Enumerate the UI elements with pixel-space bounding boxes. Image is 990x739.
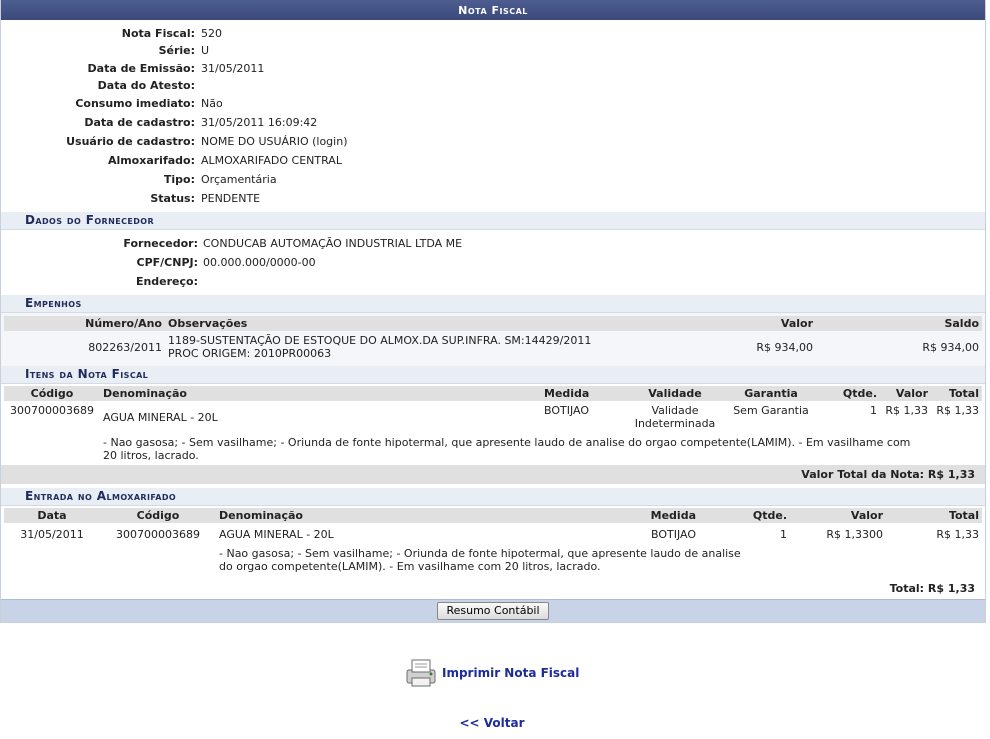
col-denominacao: Denominação [216, 508, 623, 523]
item-valor: R$ 1,33 [885, 404, 928, 417]
col-observacoes: Observações [165, 316, 660, 331]
entrada-codigo: 300700003689 [116, 528, 200, 541]
col-saldo: Saldo [816, 316, 982, 331]
empenho-valor: R$ 934,00 [756, 340, 813, 354]
empenho-numero: 802263/2011 [88, 340, 162, 354]
entrada-table [4, 508, 982, 573]
entrada-table-wrap [1, 506, 985, 573]
col-total: Total [931, 386, 982, 401]
info-row [1, 132, 985, 151]
col-numero-ano: Número/Ano [4, 316, 165, 331]
entrada-total-label: Total: [889, 582, 925, 595]
fornecedor-row [1, 272, 985, 291]
col-medida: Medida [623, 508, 699, 523]
info-row [1, 189, 985, 208]
col-qtde: Qtde. [819, 386, 880, 401]
item-denominacao: AGUA MINERAL - 20L [103, 411, 218, 424]
col-data: Data [4, 508, 100, 523]
item-validade [627, 401, 723, 430]
table-header-row [4, 508, 982, 523]
itens-table-wrap [1, 384, 985, 465]
info-label: Consumo imediato: [75, 97, 195, 110]
item-validade-line: Indeterminada [634, 417, 716, 430]
info-row [1, 78, 985, 94]
footer-bar [1, 599, 985, 622]
voltar-link[interactable]: << Voltar [459, 716, 525, 730]
info-value: U [201, 44, 210, 57]
info-label: Tipo: [163, 173, 195, 186]
col-total: Total [886, 508, 982, 523]
info-row [1, 170, 985, 189]
info-label: Nota Fiscal: [121, 27, 195, 40]
info-row [1, 43, 985, 59]
entrada-data: 31/05/2011 [20, 528, 84, 541]
empenho-obs-line: 1189-SUSTENTAÇÃO DE ESTOQUE DO ALMOX.DA SUP.INFRA. SM:14429/2011 [168, 334, 592, 347]
valor-total-nota [1, 465, 985, 484]
fornecedor-value: CONDUCAB AUTOMAÇÃO INDUSTRIAL LTDA ME [203, 237, 463, 250]
item-descricao-row [4, 430, 982, 465]
info-value: 520 [201, 27, 222, 40]
entrada-total [1, 579, 985, 599]
table-row [4, 523, 982, 541]
item-codigo: 300700003689 [10, 404, 94, 417]
info-label: Data de cadastro: [84, 116, 195, 129]
info-value: ALMOXARIFADO CENTRAL [201, 154, 342, 167]
entrada-descricao-line: - Nao gasosa; - Sem vasilhame; - Oriunda de fonte hipotermal, que apresente laudo de analise [219, 547, 741, 560]
item-total: R$ 1,33 [936, 404, 979, 417]
info-row [1, 113, 985, 132]
col-medida: Medida [541, 386, 627, 401]
info-value: Não [201, 97, 223, 110]
resumo-contabil-button[interactable]: Resumo Contábil [437, 602, 548, 620]
info-row [1, 59, 985, 78]
section-entrada-title: Entrada no Almoxarifado [1, 488, 985, 506]
section-itens-title: Itens da Nota Fiscal [1, 366, 985, 384]
info-label: Série: [158, 44, 195, 57]
col-denominacao: Denominação [100, 386, 541, 401]
empenho-obs-line: PROC ORIGEM: 2010PR00063 [168, 347, 332, 360]
info-label: Almoxarifado: [107, 154, 195, 167]
printer-icon[interactable] [404, 656, 438, 690]
fornecedor-label: Endereço: [135, 275, 198, 288]
info-label: Data do Atesto: [97, 79, 195, 92]
table-header-row [4, 316, 982, 331]
col-codigo: Código [100, 508, 216, 523]
info-value: 31/05/2011 16:09:42 [201, 116, 318, 129]
item-qtde: 1 [870, 404, 877, 417]
fornecedor-label: CPF/CNPJ: [136, 256, 198, 269]
empenhos-table-wrap [1, 313, 985, 366]
fornecedor-row [1, 253, 985, 272]
col-qtde: Qtde. [699, 508, 790, 523]
empenho-saldo: R$ 934,00 [922, 340, 979, 354]
col-garantia: Garantia [723, 386, 819, 401]
empenho-obs [165, 331, 660, 360]
info-label: Status: [150, 192, 195, 205]
col-valor: Valor [880, 386, 931, 401]
entrada-descricao-row [4, 541, 982, 573]
entrada-qtde: 1 [780, 528, 787, 541]
imprimir-nota-fiscal-link[interactable]: Imprimir Nota Fiscal [442, 666, 580, 680]
item-garantia: Sem Garantia [733, 404, 809, 417]
info-value: 31/05/2011 [201, 62, 265, 75]
fornecedor-info [1, 230, 985, 295]
info-value: PENDENTE [201, 192, 261, 205]
col-validade: Validade [627, 386, 723, 401]
voltar-container [0, 716, 984, 730]
empenhos-table [4, 316, 982, 360]
item-descricao: - Nao gasosa; - Sem vasilhame; - Oriunda de fonte hipotermal, que apresente laudo de analise do orgao competente(LAMIM). - Em vasilhame com 20 litros, lacrado. [103, 436, 911, 462]
item-validade-line: Validade [651, 404, 699, 417]
spacer-cell [4, 430, 100, 465]
entrada-valor: R$ 1,3300 [826, 528, 883, 541]
spacer-cell [100, 541, 216, 573]
fornecedor-row [1, 234, 985, 253]
col-codigo: Código [4, 386, 100, 401]
fornecedor-value: 00.000.000/0000-00 [203, 256, 316, 269]
fornecedor-label: Fornecedor: [123, 237, 198, 250]
info-row [1, 94, 985, 113]
table-row [4, 401, 982, 430]
entrada-denominacao: AGUA MINERAL - 20L [219, 528, 334, 541]
section-fornecedor-title: Dados do Fornecedor [1, 212, 985, 230]
entrada-descricao [216, 541, 982, 573]
entrada-total-value: R$ 1,33 [927, 582, 975, 595]
info-label: Data de Emissão: [87, 62, 195, 75]
print-link-group[interactable] [404, 656, 579, 690]
item-medida: BOTIJAO [544, 404, 590, 417]
info-value: NOME DO USUÁRIO (login) [201, 135, 348, 148]
valor-total-label: Valor Total da Nota: [801, 468, 925, 481]
itens-table [4, 386, 982, 465]
info-row [1, 151, 985, 170]
col-valor: Valor [790, 508, 886, 523]
section-empenhos-title: Empenhos [1, 295, 985, 313]
entrada-medida: BOTIJAO [650, 528, 696, 541]
table-row [4, 331, 982, 360]
info-label: Usuário de cadastro: [66, 135, 195, 148]
info-value: Orçamentária [201, 173, 277, 186]
valor-total-value: R$ 1,33 [927, 468, 975, 481]
panel-title: Nota Fiscal [1, 0, 985, 20]
col-valor: Valor [660, 316, 816, 331]
entrada-descricao-line: do orgao competente(LAMIM). - Em vasilhame com 20 litros, lacrado. [219, 560, 601, 573]
nota-info [1, 20, 985, 208]
spacer-cell [4, 541, 100, 573]
info-row [1, 24, 985, 43]
table-header-row [4, 386, 982, 401]
entrada-total: R$ 1,33 [936, 528, 979, 541]
